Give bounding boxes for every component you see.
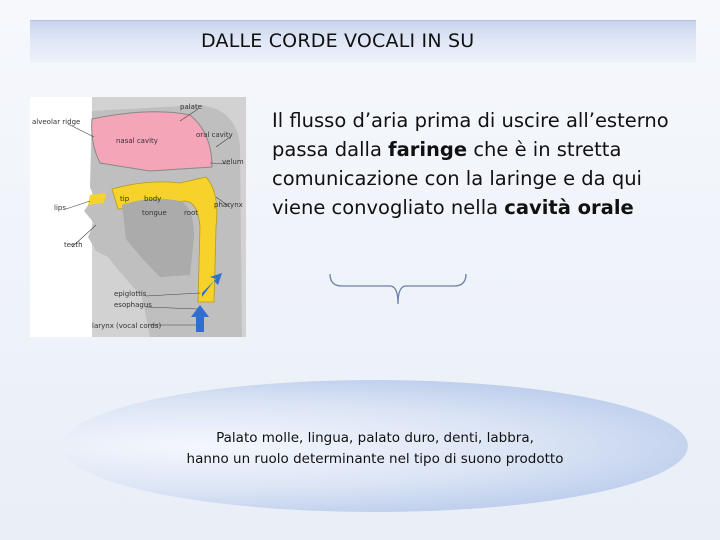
label-tongue: tongue: [142, 209, 167, 217]
vocal-tract-diagram: [30, 97, 246, 337]
label-palate: palate: [180, 103, 203, 111]
label-lips: lips: [54, 204, 66, 212]
label-pharynx: pharynx: [214, 201, 243, 209]
callout-line-1: Palato molle, lingua, palato duro, denti, labbra,: [216, 430, 534, 446]
slide-title: DALLE CORDE VOCALI IN SU: [201, 30, 475, 52]
label-body: body: [144, 195, 162, 203]
curly-brace: [328, 272, 468, 306]
label-esophagus: esophagus: [114, 301, 152, 309]
label-alveolar-ridge: alveolar ridge: [32, 118, 81, 126]
label-teeth: teeth: [64, 241, 83, 249]
label-larynx: larynx (vocal cords): [92, 322, 162, 330]
paragraph-text-2: che è in stretta comunicazione con la laringe e da qui viene convogliato nella: [272, 138, 642, 219]
callout-line-2: hanno un ruolo determinante nel tipo di suono prodotto: [186, 451, 564, 467]
keyword-faringe: faringe: [388, 138, 468, 161]
label-root: root: [184, 209, 199, 217]
label-oral-cavity: oral cavity: [196, 131, 233, 139]
main-paragraph: [272, 106, 692, 222]
keyword-cavita-orale: cavità orale: [504, 196, 634, 219]
label-epiglottis: epiglottis: [114, 290, 147, 298]
label-nasal-cavity: nasal cavity: [116, 137, 158, 145]
label-tip: tip: [120, 195, 130, 203]
label-velum: velum: [222, 158, 244, 166]
callout-text: [150, 428, 600, 470]
paragraph-text-1: Il flusso d’aria prima di uscire all’esterno passa dalla: [272, 109, 669, 161]
